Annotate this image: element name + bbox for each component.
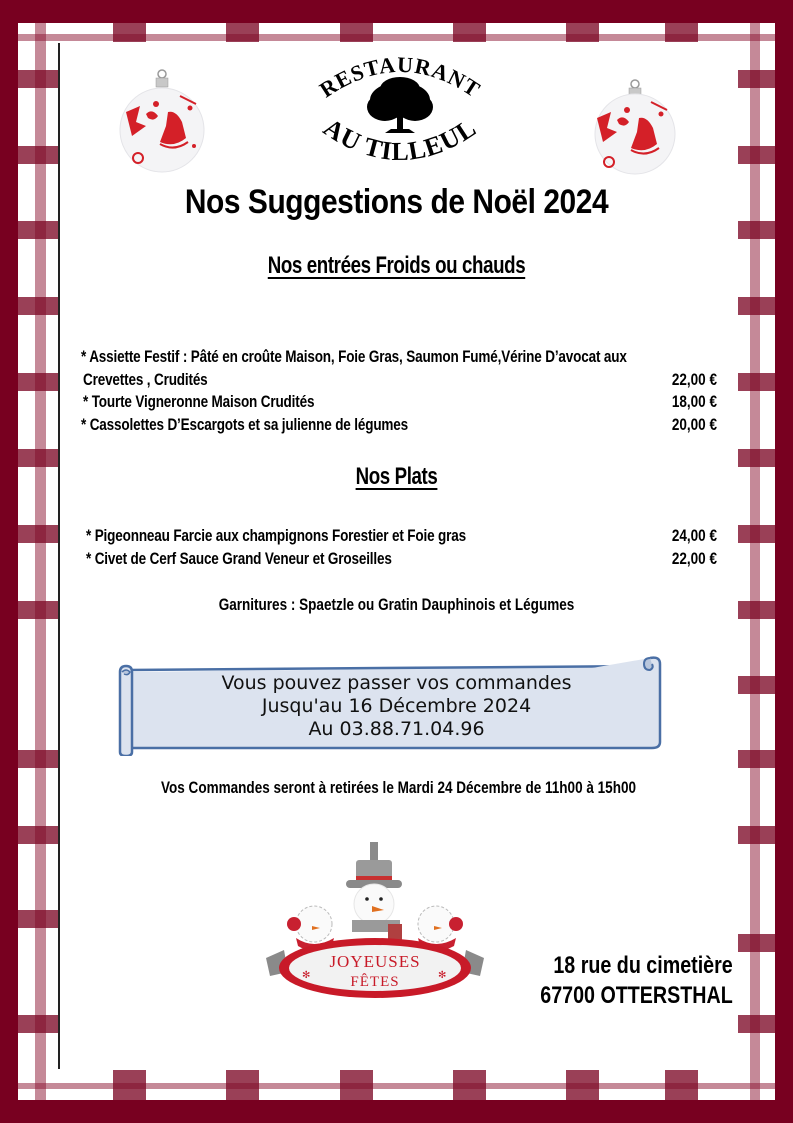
christmas-ornament-icon — [589, 76, 681, 186]
frame-top — [0, 0, 793, 23]
address-block — [541, 951, 733, 1011]
page-title: Nos Suggestions de Noël 2024 — [184, 183, 609, 221]
order-banner-text — [0, 672, 793, 741]
menu-item-label: * Assiette Festif : Pâté en croûte Maison, Foie Gras, Saumon Fumé,Vérine D’avocat aux — [81, 348, 627, 366]
sign-line1: JOYEUSES — [329, 952, 421, 971]
restaurant-logo — [305, 45, 495, 185]
frame-square — [113, 23, 146, 42]
menu-item-price: 20,00 € — [671, 416, 717, 434]
address-city: 67700 OTTERSTHAL — [540, 982, 733, 1009]
frame-square — [18, 1015, 58, 1033]
svg-text:✻: ✻ — [438, 970, 447, 981]
frame-square — [226, 1070, 259, 1100]
menu-item-label: * Civet de Cerf Sauce Grand Veneur et Groseilles — [86, 550, 392, 568]
frame-square — [738, 297, 775, 315]
frame-square — [738, 221, 775, 239]
garnitures-note: Garnitures : Spaetzle ou Gratin Dauphinois et Légumes — [218, 596, 575, 614]
frame-square — [18, 750, 58, 768]
frame-square — [738, 934, 775, 952]
frame-square — [453, 23, 486, 42]
frame-square — [113, 1070, 146, 1100]
frame-square — [18, 373, 58, 391]
menu-item-label: * Pigeonneau Farcie aux champignons Forestier et Foie gras — [86, 527, 466, 545]
order-banner-line2: Jusqu'au 16 Décembre 2024 — [261, 695, 532, 717]
frame-square — [738, 750, 775, 768]
menu-item-label-cont: Crevettes , Crudités — [83, 371, 208, 389]
menu-item-label: * Cassolettes D’Escargots et sa julienne de légumes — [81, 416, 409, 434]
menu-item-price: 22,00 € — [671, 550, 717, 568]
frame-square — [738, 146, 775, 164]
frame-square — [18, 826, 58, 844]
christmas-ornament-icon — [116, 66, 208, 176]
frame-square — [665, 1070, 698, 1100]
snowman-family-icon — [262, 842, 488, 1002]
menu-item-price: 18,00 € — [671, 393, 717, 411]
frame-bottom — [0, 1100, 793, 1123]
frame-square — [18, 449, 58, 467]
frame-square — [340, 23, 373, 42]
frame-square — [738, 525, 775, 543]
order-banner-phone: Au 03.88.71.04.96 — [308, 718, 485, 740]
frame-square — [18, 146, 58, 164]
tree-icon — [367, 77, 433, 133]
logo-top-text: RESTAURANT — [314, 51, 486, 103]
section-title-plats: Nos Plats — [355, 463, 438, 490]
frame-square — [18, 297, 58, 315]
menu-item-price: 22,00 € — [671, 371, 717, 389]
frame-square — [18, 601, 58, 619]
frame-square — [566, 23, 599, 42]
frame-square — [18, 221, 58, 239]
order-banner-line1: Vous pouvez passer vos commandes — [221, 672, 572, 694]
frame-square — [738, 1015, 775, 1033]
menu-item-price: 24,00 € — [671, 527, 717, 545]
frame-square — [566, 1070, 599, 1100]
sign-line2: FÊTES — [350, 974, 400, 990]
menu-item-label: * Tourte Vigneronne Maison Crudités — [83, 393, 315, 411]
section-title-entrees: Nos entrées Froids ou chauds — [267, 252, 526, 279]
pickup-notice: Vos Commandes seront à retirées le Mardi 24 Décembre de 11h00 à 15h00 — [160, 779, 637, 797]
frame-square — [340, 1070, 373, 1100]
frame-square — [18, 70, 58, 88]
stripe-left — [35, 23, 46, 1100]
frame-square — [738, 70, 775, 88]
frame-left — [0, 0, 18, 1123]
frame-square — [453, 1070, 486, 1100]
logo-bottom-text: AU TILLEUL — [318, 112, 482, 167]
frame-square — [18, 525, 58, 543]
frame-right — [775, 0, 793, 1123]
frame-square — [226, 23, 259, 42]
frame-square — [665, 23, 698, 42]
svg-text:✻: ✻ — [302, 970, 311, 981]
address-street: 18 rue du cimetière — [553, 952, 733, 979]
frame-square — [738, 373, 775, 391]
frame-square — [738, 449, 775, 467]
frame-square — [738, 826, 775, 844]
frame-square — [18, 910, 58, 928]
frame-square — [738, 601, 775, 619]
